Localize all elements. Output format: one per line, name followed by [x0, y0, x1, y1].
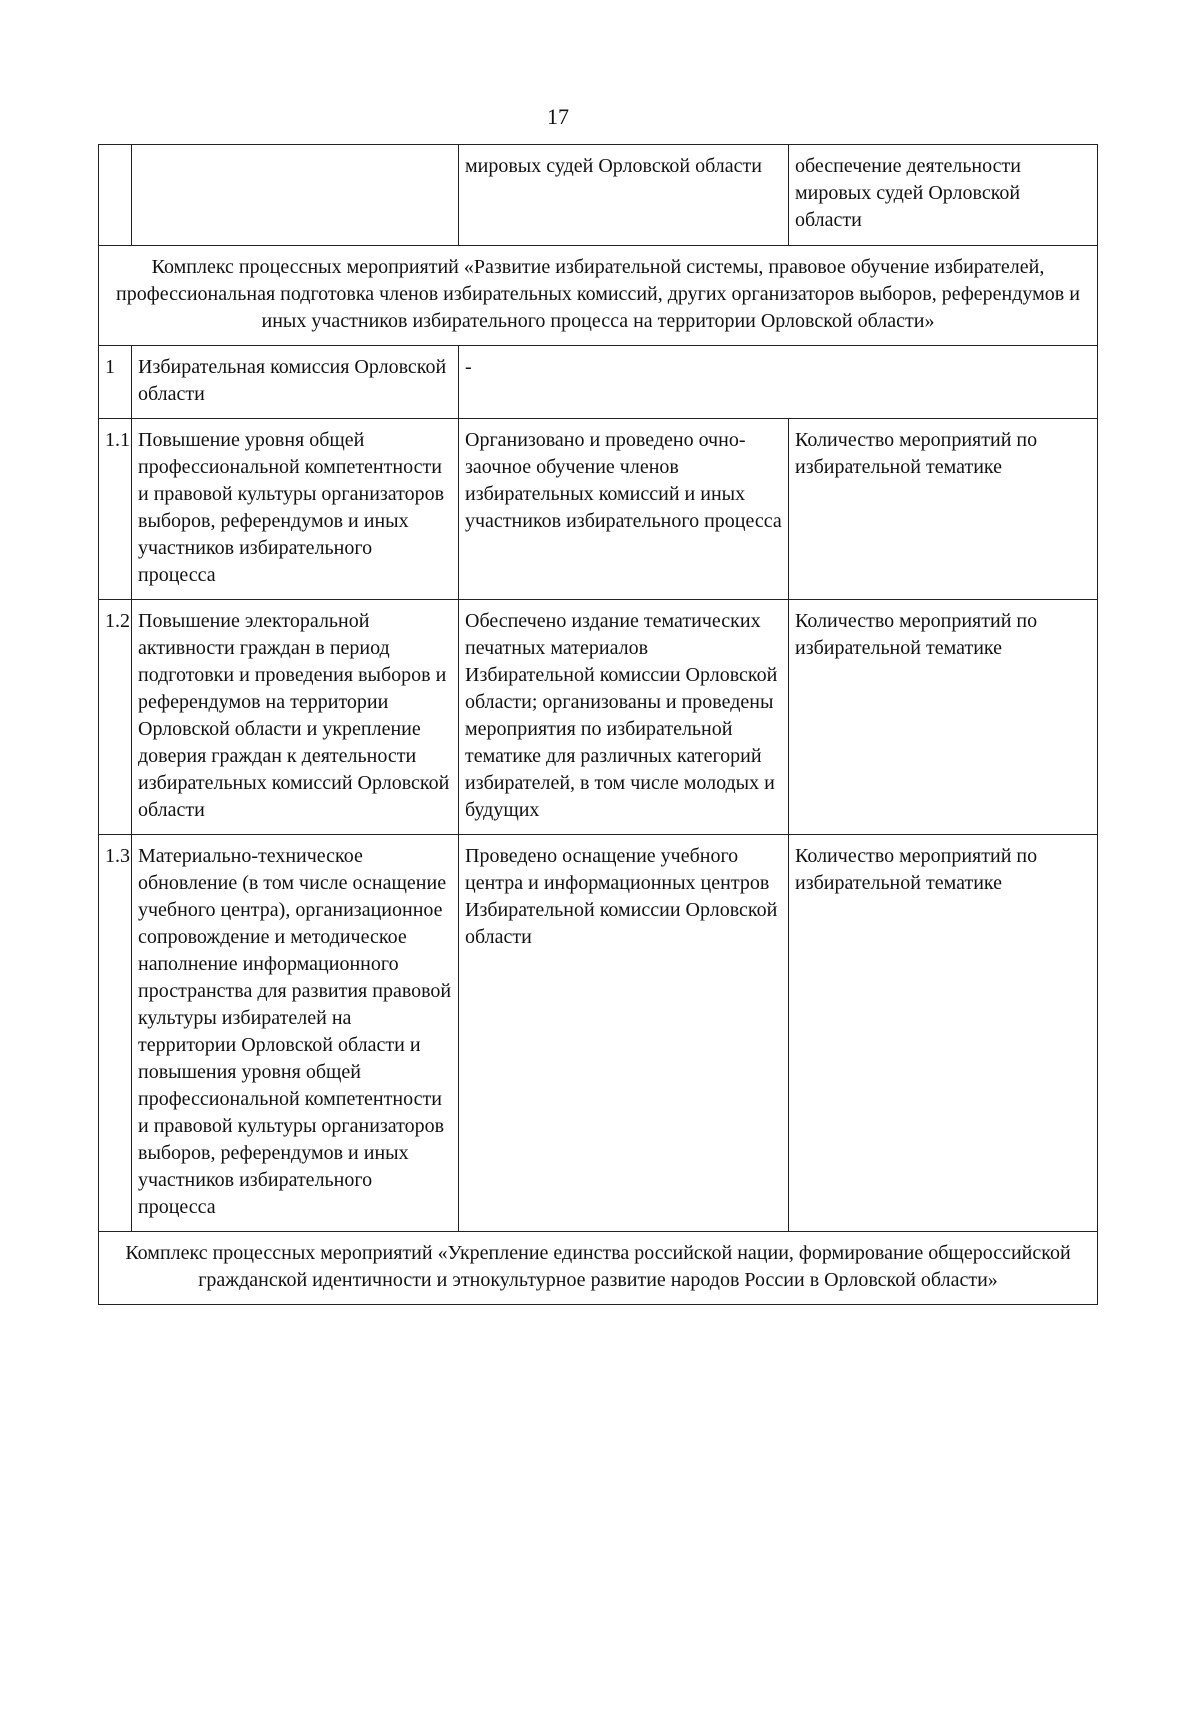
- indicator-cell: Количество мероприятий по избирательной тематике: [789, 835, 1098, 1232]
- responsible-name-cell: Избирательная комиссия Орловской области: [132, 346, 459, 419]
- section-row: [99, 1232, 1098, 1305]
- table-row: [99, 419, 1098, 600]
- task-cell: Повышение уровня общей профессиональной компетентности и правовой культуры организаторов выборов, референдумов и иных участников избирательного процесса: [132, 419, 459, 600]
- row-number-cell: 1.2: [99, 600, 132, 835]
- indicator-cell: обеспечение деятельности мировых судей Орловской области: [789, 145, 1098, 246]
- responsible-value-cell: -: [459, 346, 1098, 419]
- table-row: [99, 145, 1098, 246]
- row-number-cell: 1: [99, 346, 132, 419]
- task-cell: [132, 145, 459, 246]
- result-cell: мировых судей Орловской области: [459, 145, 789, 246]
- result-cell: Обеспечено издание тематических печатных материалов Избирательной комиссии Орловской области; организованы и проведены мероприятия по избирательной тематике для различных категорий избирателей, в том числе молодых и будущих: [459, 600, 789, 835]
- table-row: [99, 835, 1098, 1232]
- section-heading: Комплекс процессных мероприятий «Укрепление единства российской нации, формирование общероссийской гражданской идентичности и этнокультурное развитие народов России в Орловской области»: [99, 1232, 1098, 1305]
- row-number-cell: 1.1: [99, 419, 132, 600]
- responsible-row: [99, 346, 1098, 419]
- row-number-cell: 1.3: [99, 835, 132, 1232]
- indicator-cell: Количество мероприятий по избирательной тематике: [789, 600, 1098, 835]
- section-row: [99, 246, 1098, 346]
- row-number-cell: [99, 145, 132, 246]
- page-number: 17: [547, 104, 569, 129]
- table-row: [99, 600, 1098, 835]
- task-cell: Повышение электоральной активности граждан в период подготовки и проведения выборов и референдумов на территории Орловской области и укрепление доверия граждан к деятельности избирательных комиссий Орловской области: [132, 600, 459, 835]
- indicator-cell: Количество мероприятий по избирательной тематике: [789, 419, 1098, 600]
- section-heading: Комплекс процессных мероприятий «Развитие избирательной системы, правовое обучение избирателей, профессиональная подготовка членов избирательных комиссий, других организаторов выборов, референдумов и иных участников избирательного процесса на территории Орловской области»: [99, 246, 1098, 346]
- measures-table: [98, 144, 1098, 1305]
- result-cell: Проведено оснащение учебного центра и информационных центров Избирательной комиссии Орловской области: [459, 835, 789, 1232]
- task-cell: Материально-техническое обновление (в том числе оснащение учебного центра), организационное сопровождение и методическое наполнение информационного пространства для развития правовой культуры избирателей на территории Орловской области и повышения уровня общей профессиональной компетентности и правовой культуры организаторов выборов, референдумов и иных участников избирательного процесса: [132, 835, 459, 1232]
- result-cell: Организовано и проведено очно-заочное обучение членов избирательных комиссий и иных участников избирательного процесса: [459, 419, 789, 600]
